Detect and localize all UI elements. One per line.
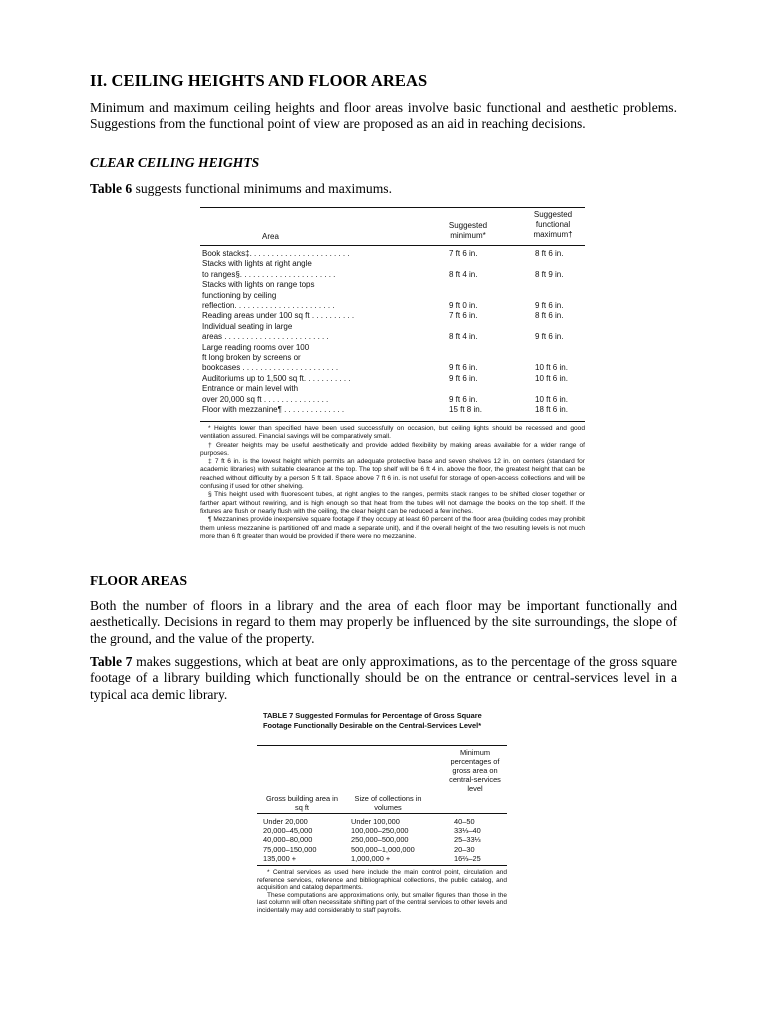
table6-cell-min: 7 ft 6 in. (449, 249, 478, 258)
table6-cell-min: 8 ft 4 in. (449, 269, 478, 279)
table7-cell-size: 500,000–1,000,000 (351, 844, 415, 854)
table6-cell-min: 9 ft 6 in. (449, 394, 478, 404)
table6-header-rule (200, 245, 585, 246)
table6-cell-min: 9 ft 6 in. (449, 373, 478, 383)
table6-bottom-rule (200, 421, 585, 422)
table6-cell-max: 8 ft 6 in. (535, 311, 564, 321)
table7-header-rule (257, 813, 507, 814)
table6-cell-area: Stacks with lights at right angle (202, 259, 312, 269)
table6-cell-area: Book stacks‡. . . . . . . . . . . . . . . . . . . . . . . (202, 249, 350, 258)
table6-cell-area: Stacks with lights on range tops (202, 280, 315, 290)
table6-intro (90, 181, 677, 197)
table6-cell-area: bookcases . . . . . . . . . . . . . . . . . . . . . . (202, 363, 339, 373)
intro-paragraph: Minimum and maximum ceiling heights and floor areas involve basic functional and aesthetic problems. Suggestions from the functional point of view are proposed as an aid in reaching decisions. (90, 100, 677, 132)
table6-cell-area: functioning by ceiling (202, 290, 277, 300)
table7-cell-size: 100,000–250,000 (351, 826, 409, 836)
table7-footnote: * Central services as used here include the main control point, circulation and reference services, reference and bibliographical collections, the public catalog, and acquisition and catalog departments. (257, 869, 507, 892)
table6-cell-area: Individual seating in large (202, 321, 293, 331)
table6-cell-max: 9 ft 6 in. (535, 332, 564, 342)
floor-areas-paragraph: Both the number of floors in a library and the area of each floor may be important functionally and aesthetically. Decisions in regard to them may properly be influenced by the site surroundings, the slope of the ground, and the value of the property. (90, 598, 677, 646)
table7-intro-text: makes suggestions, which at beat are only approximations, as to the percentage of the gross square footage of a library building which functionally should be on the entrance or central-services level in a typical aca demic library. (90, 654, 677, 702)
table6-intro-text: suggests functional minimums and maximums. (132, 181, 392, 196)
table6-cell-max: 10 ft 6 in. (535, 373, 568, 383)
table6-cell-min: 7 ft 6 in. (449, 311, 478, 321)
table6-footnote: ‡ 7 ft 6 in. is the lowest height which permits an adequate protective base and seven shelves 12 in. on centers (standard for academic libraries) with suitable clearance at the top. The top shelf will be 6 ft 4 in. above the floor, the greatest height that can be reached without difficulty by a person 5 ft tall. Space above 7 ft 6 in. is not useful for storage of open-access collections and will be confusing if used for other shelving. (200, 458, 585, 491)
table7-footnotes (257, 869, 507, 915)
table6-cell-min: 15 ft 8 in. (449, 405, 482, 414)
table7-bottom-rule (257, 865, 507, 866)
table7-caption: TABLE 7 Suggested Formulas for Percentage of Gross Square Footage Functionally Desirable on the Central-Services Level* (263, 711, 482, 731)
table6-footnote: † Greater heights may be useful aesthetically and provide added flexibility by making areas available for a wider range of purposes. (200, 441, 585, 457)
table7-col-area: Gross building area in sq ft (266, 794, 338, 812)
table6-cell-area: reflection. . . . . . . . . . . . . . . . . . . . . . . (202, 301, 335, 310)
floor-areas-heading: FLOOR AREAS (90, 573, 188, 588)
table7-cell-size: 250,000–500,000 (351, 835, 409, 845)
table7-intro (90, 654, 677, 703)
table7-footnote: These computations are approximations only, but smaller figures than those in the last column will often necessitate shifting part of the central services to other levels and incidentally may add considerably to staff payrolls. (257, 891, 508, 914)
table6-top-rule (200, 207, 585, 208)
table6-cell-max: 18 ft 6 in. (535, 405, 568, 414)
table7-cell-size: Under 100,000 (351, 817, 400, 826)
table6-cell-max: 10 ft 6 in. (535, 394, 568, 404)
table6-cell-area: Floor with mezzanine¶ . . . . . . . . . . . . . . (202, 405, 345, 414)
table7-cell-pct: 40–50 (454, 817, 475, 826)
table7-col-pct: Minimum percentages of gross area on central-services level (449, 748, 501, 793)
table6-footnote: ¶ Mezzanines provide inexpensive square footage if they occupy at least 60 percent of the floor area (building codes may prohibit them unless mezzanine is partitioned off and made a separate unit), and if the overall height of the two resulting levels is not much more than 6 ft greater than would be provided if there were no mezzanine. (200, 516, 585, 540)
table7-top-rule (257, 745, 507, 746)
table-7 (257, 709, 507, 931)
table6-cell-area: areas . . . . . . . . . . . . . . . . . . . . . . . . (202, 332, 329, 342)
table6-cell-max: 8 ft 9 in. (535, 269, 564, 279)
table6-cell-area: over 20,000 sq ft . . . . . . . . . . . . . . . (202, 394, 329, 404)
table6-ref: Table 6 (90, 181, 133, 196)
table6-footnotes (200, 425, 585, 541)
table7-cell-area: 20,000–45,000 (263, 826, 313, 836)
table6-cell-max: 8 ft 6 in. (535, 249, 564, 258)
table6-col-min: Suggested minimum* (448, 221, 488, 240)
table7-cell-pct: 20–30 (454, 844, 475, 854)
table6-col-area: Area (262, 232, 279, 241)
table6-cell-area: Reading areas under 100 sq ft . . . . . . . . . . (202, 311, 355, 321)
table6-cell-min: 9 ft 6 in. (449, 363, 478, 373)
table6-footnote: § This height used with fluorescent tubes, at right angles to the ranges, permits stack ranges to be shifted closer together or farther apart without rewiring, and is high enough so that heat from the tubes will not damage the books on the top shelf. If the fixtures are flush or nearly flush with the ceiling, the clear height can be reduced a few inches. (200, 491, 585, 515)
table6-col-max: Suggested functional maximum† (533, 210, 573, 239)
table6-cell-area: Entrance or main level with (202, 384, 299, 394)
table7-cell-area: 135,000 + (263, 853, 297, 863)
table7-col-size: Size of collections in volumes (354, 794, 422, 812)
table6-cell-max: 9 ft 6 in. (535, 301, 564, 310)
table7-cell-area: 40,000–80,000 (263, 835, 313, 845)
table6-cell-area: to ranges§. . . . . . . . . . . . . . . . . . . . . . (202, 269, 336, 279)
table6-cell-max: 10 ft 6 in. (535, 363, 568, 373)
section-heading: II. CEILING HEIGHTS AND FLOOR AREAS (90, 71, 428, 90)
table7-cell-pct: 16⅔–25 (454, 853, 481, 863)
table6-cell-area: Large reading rooms over 100 (202, 342, 310, 352)
table7-cell-area: Under 20,000 (263, 817, 308, 826)
table7-cell-size: 1,000,000 + (351, 853, 391, 863)
clear-ceiling-heights-heading: CLEAR CEILING HEIGHTS (90, 155, 260, 170)
table6-footnote: * Heights lower than specified have been used successfully on occasion, but ceiling lights should be recessed and good ventilation assured. Financial savings will be comparatively small. (200, 425, 585, 441)
table7-ref: Table 7 (90, 654, 133, 669)
table-6 (200, 207, 585, 543)
table7-cell-pct: 33⅓–40 (454, 826, 481, 836)
table7-cell-pct: 25–33⅓ (454, 835, 481, 845)
table6-cell-area: ft long broken by screens or (202, 353, 301, 362)
table6-cell-min: 8 ft 4 in. (449, 332, 478, 342)
table7-cell-area: 75,000–150,000 (263, 844, 317, 854)
table6-cell-min: 9 ft 0 in. (449, 301, 478, 310)
table6-cell-area: Auditoriums up to 1,500 sq ft. . . . . . . . . . . (202, 373, 351, 383)
